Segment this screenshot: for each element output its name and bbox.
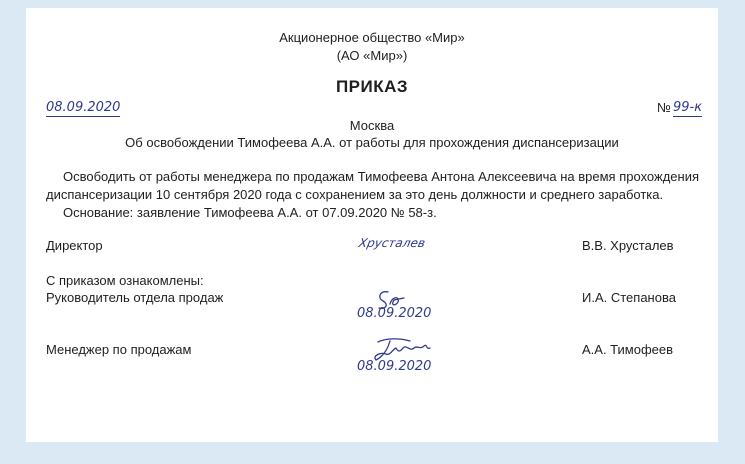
person-name: А.А. Тимофеев — [582, 342, 674, 357]
order-number: 99-к — [673, 100, 703, 115]
acquainted-heading: С приказом ознакомлены: — [46, 273, 204, 288]
body-line-1: Освободить от работы менеджера по продажам Тимофеева Антона Алексеевича на время прохождения — [63, 169, 699, 184]
city: Москва — [349, 118, 395, 133]
document-title: ПРИКАЗ — [335, 77, 409, 96]
basis-line: Основание: заявление Тимофеева А.А. от 07.09.2020 № 58-з. — [63, 205, 437, 220]
person-date: 08.09.2020 — [357, 359, 432, 374]
order-date: 08.09.2020 — [46, 100, 121, 115]
director-role: Директор — [46, 238, 103, 253]
person-name: И.А. Степанова — [582, 290, 676, 305]
person-role: Менеджер по продажам — [46, 342, 192, 357]
org-full-name: Акционерное общество «Мир» — [279, 30, 465, 45]
person-role: Руководитель отдела продаж — [46, 290, 224, 305]
body-line-2: диспансеризации 10 сентября 2020 года с сохранением за это день должности и среднего заработка. — [46, 187, 664, 202]
director-signature: Хрусталев — [357, 236, 427, 250]
director-name: В.В. Хрусталев — [582, 238, 674, 253]
person-date: 08.09.2020 — [357, 306, 432, 321]
document-sheet — [26, 8, 718, 442]
order-subject: Об освобождении Тимофеева А.А. от работы для прохождения диспансеризации — [125, 135, 619, 150]
order-number-label: № — [657, 100, 671, 115]
org-short-name: (АО «Мир») — [336, 48, 408, 63]
